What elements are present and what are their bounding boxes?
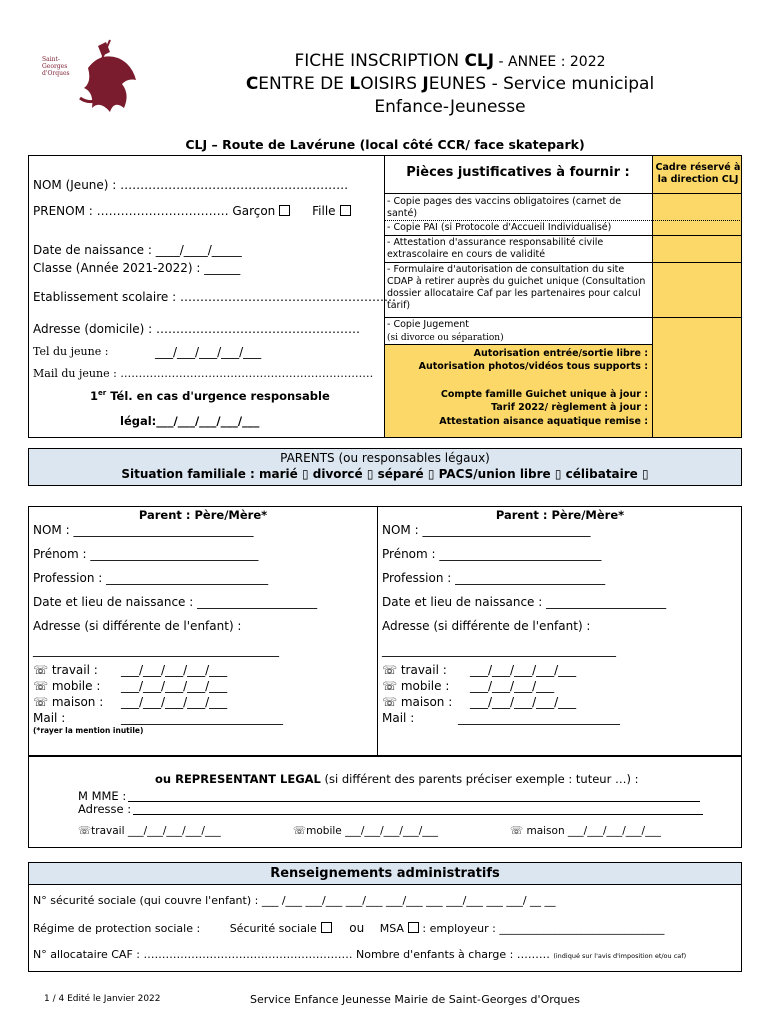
parents-title: PARENTS (ou responsables légaux) (280, 451, 490, 465)
legal-rep-title-note: (si différent des parents préciser exemple : tuteur …) : (320, 772, 639, 786)
piece-item: - Copie PAI (si Protocole d'Accueil Individualisé) (387, 222, 612, 233)
parents-header (28, 448, 742, 486)
fille-label: Fille (312, 204, 336, 218)
child-prenom[interactable]: PRENOM : …………………………… Garçon (33, 204, 276, 218)
parent-work-label: ☏ travail : (382, 663, 447, 677)
piece-item-note: (si divorce ou séparation) (387, 333, 504, 343)
legal-rep-mobile-phone[interactable]: ☏mobile ___/___/___/___/___ (293, 825, 438, 837)
parent-profession[interactable]: Profession : ___________________________ (33, 571, 269, 585)
footer-service: Service Enfance Jeunesse Mairie de Saint-Georges d'Orques (250, 993, 581, 1006)
title-year: - ANNEE : 2022 (494, 54, 606, 70)
legal-rep-name-label: M MME : (78, 789, 127, 803)
admin-title: Renseignements administratifs (28, 862, 742, 885)
legal-rep-home-phone[interactable]: ☏ maison ___/___/___/___/___ (510, 825, 661, 837)
footer-page: 1 / 4 Edité le Janvier 2022 (44, 994, 161, 1004)
parent-profession[interactable]: Profession : _________________________ (382, 571, 606, 585)
regime-label: Régime de protection sociale : (33, 922, 201, 935)
tarif-status: Tarif 2022/ règlement à jour : (491, 402, 648, 413)
compte-famille: Compte famille Guichet unique à jour : (440, 389, 648, 400)
form-subtitle (160, 73, 740, 95)
parent-mail[interactable]: ___________________________ (121, 711, 283, 725)
parent-mobile-label: ☏ mobile : (382, 679, 450, 693)
employeur-field[interactable]: : employeur : ______________________________ (422, 922, 665, 935)
parent-work-phone[interactable]: ___/___/___/___/___ (470, 663, 577, 677)
parent-birth[interactable]: Date et lieu de naissance : ____________________ (33, 595, 318, 609)
caf-note: (indiqué sur l'avis d'imposition et/ou caf) (553, 952, 687, 960)
legal-rep-address-label: Adresse : (78, 802, 132, 816)
garcon-checkbox[interactable] (279, 205, 290, 216)
child-birthdate[interactable]: Date de naissance : ____/____/_____ (33, 243, 242, 257)
piece-item: - Copie Jugement (387, 319, 469, 330)
urgence-text: Tél. en cas d'urgence responsable (110, 389, 330, 403)
parent-mail-label: Mail : (382, 711, 415, 725)
child-tel-label: Tel du jeune : (33, 345, 109, 358)
parent-mail-label: Mail : (33, 711, 66, 725)
legal-rep-work-phone[interactable]: ☏travail ___/___/___/___/___ (78, 825, 221, 837)
secu-soc-label: Sécurité sociale (229, 922, 317, 935)
parent-work-phone[interactable]: ___/___/___/___/___ (121, 663, 228, 677)
form-subtitle-2: Enfance-Jeunesse (374, 97, 526, 117)
parent-column-2 (382, 508, 738, 725)
child-address[interactable]: Adresse (domicile) : …………………………………………… (33, 322, 361, 336)
family-situation[interactable]: Situation familiale : marié ▯ divorcé ▯ séparé ▯ PACS/union libre ▯ célibataire ▯ (121, 467, 649, 481)
fille-checkbox[interactable] (340, 205, 351, 216)
parent-nom[interactable]: NOM : ____________________________ (382, 523, 591, 537)
parent-address-label: Adresse (si différente de l'enfant) : (382, 619, 591, 633)
child-school[interactable]: Etablissement scolaire : ……………………………………………… (33, 290, 396, 304)
parent-mobile-phone[interactable]: ___/___/___/___/___ (121, 679, 228, 693)
logo-text: Saint-Georges d'Orques (42, 56, 70, 77)
parent-work-label: ☏ travail : (33, 663, 98, 677)
secu-soc-checkbox[interactable] (321, 922, 332, 933)
msa-checkbox[interactable] (408, 922, 419, 933)
caf-row (33, 948, 686, 961)
urgence-tel[interactable]: légal:___/___/___/___/___ (120, 414, 260, 428)
child-class[interactable]: Classe (Année 2021-2022) : ______ (33, 261, 241, 275)
regime-row (33, 921, 664, 935)
msa-label: MSA (379, 922, 404, 935)
child-prenom-row (33, 204, 351, 218)
child-mail[interactable]: Mail du jeune : …………………………………………………………… (33, 367, 374, 380)
child-tel-value[interactable]: ___/___/___/___/___ (155, 345, 262, 359)
subtitle-c: C (245, 74, 259, 94)
parent-mobile-label: ☏ mobile : (33, 679, 101, 693)
parent-home-label: ☏ maison : (382, 695, 453, 709)
parent-home-label: ☏ maison : (33, 695, 104, 709)
parent-mail[interactable]: ___________________________ (458, 711, 620, 725)
subtitle-l: L (349, 74, 361, 94)
title-part: FICHE INSCRIPTION (294, 51, 465, 71)
parent-home-phone[interactable]: ___/___/___/___/___ (121, 695, 228, 709)
parent-prenom[interactable]: Prénom : ____________________________ (33, 547, 259, 561)
parent-home-phone[interactable]: ___/___/___/___/___ (470, 695, 577, 709)
subtitle-part: EUNES - Service municipal (428, 74, 655, 94)
urgence-sup: er (98, 389, 107, 398)
aisance-status: Attestation aisance aquatique remise : (439, 416, 648, 427)
reserved-area (653, 156, 741, 437)
auth-photos: Autorisation photos/vidéos tous supports : (418, 361, 648, 372)
parent-prenom[interactable]: Prénom : ___________________________ (382, 547, 602, 561)
subtitle-part: OISIRS (360, 74, 423, 94)
legal-rep-title (155, 772, 638, 786)
parent-title: Parent : Père/Mère* (138, 508, 268, 522)
parent-address-line[interactable]: _______________________________________ (382, 643, 616, 657)
parent-mobile-phone[interactable]: ___/___/___/___ (470, 679, 555, 693)
legal-rep-title-bold: ou REPRESENTANT LEGAL (155, 772, 321, 786)
piece-item: - Copie pages des vaccins obligatoires (carnet de santé) (387, 196, 622, 219)
urgence-num: 1 (90, 389, 99, 403)
title-clj: CLJ (464, 51, 495, 71)
ou-label: ou (349, 921, 365, 935)
auth-entry: Autorisation entrée/sortie libre : (473, 348, 648, 359)
secu-number[interactable]: N° sécurité sociale (qui couvre l'enfant) : ___ /___ ___/___ ___/___ ___/___ ___ ___/___ ___ ___/ __ __ (33, 894, 556, 907)
piece-item: - Formulaire d'autorisation de consultation du site CDAP à retirer auprès du guichet unique (Consultation dossier allocataire Caf par les partenaires pour calcul tarif) (387, 264, 646, 311)
parent-address-line[interactable]: _________________________________________ (33, 643, 279, 657)
parent-address-label: Adresse (si différente de l'enfant) : (33, 619, 242, 633)
parent-column-1 (33, 508, 373, 735)
logo (40, 38, 148, 118)
urgence-label (90, 389, 330, 403)
parent-title: Parent : Père/Mère* (495, 508, 625, 522)
pieces-title: Pièces justificatives à fournir : (406, 165, 630, 180)
form-title (160, 50, 740, 73)
subtitle-j: J (422, 74, 429, 94)
subtitle-part: ENTRE DE (258, 74, 350, 94)
reserved-label: Cadre réservé à la direction CLJ (655, 162, 741, 185)
rayer-note: (*rayer la mention inutile) (33, 726, 144, 735)
piece-item: - Attestation d'assurance responsabilité civile extrascolaire en cours de validité (387, 237, 604, 260)
location-line: CLJ – Route de Lavérune (local côté CCR/ face skatepark) (185, 137, 585, 152)
parent-nom[interactable]: NOM : ______________________________ (33, 523, 254, 537)
caf-number[interactable]: N° allocataire CAF : ………………………………………………… Nombre d'enfants à charge : ……… (33, 948, 550, 961)
parent-birth[interactable]: Date et lieu de naissance : ____________________ (382, 595, 667, 609)
child-nom[interactable]: NOM (Jeune) : ………………………………………………… (33, 178, 349, 192)
